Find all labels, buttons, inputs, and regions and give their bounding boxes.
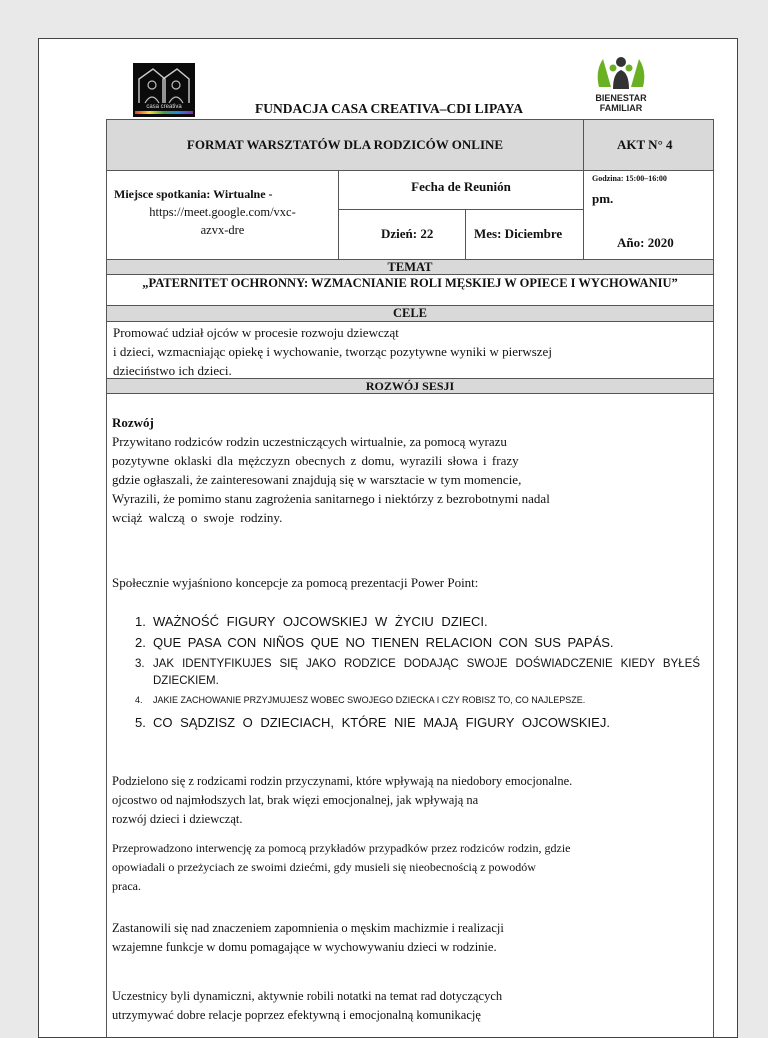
paragraph-intervention [112,839,570,896]
paragraph-line: wzajemne funkcje w domu pomagające w wychowywaniu dzieci w rodzinie. [112,940,497,954]
goals-line-3: dzieciństwo ich dzieci. [113,363,232,378]
topic-header: TEMAT [387,260,433,274]
month-cell [465,209,584,260]
day-cell [338,209,466,260]
bienestar-label: BIENESTAR [595,93,647,103]
paragraph-line: Przeprowadzono interwencję za pomocą przykładów przypadków przez rodziców rodzin, gdzie [112,841,571,855]
paragraph-line: Zastanowili się nad znaczeniem zapomnienia o męskim machizmie i realizacji [112,921,504,935]
paragraph-line: Wyrazili, że pomimo stanu zagrożenia sanitarnego i niektórzy z bezrobotnymi nadal [112,491,550,506]
list-number: 1. [135,614,146,629]
hour-label: Godzina: 15:00–16:00 [592,174,667,183]
paragraph-line: utrzymywać dobre relacje poprzez efektywną i emocjonalną komunikację [112,1008,481,1022]
day-value: Dzień: 22 [381,226,434,241]
meeting-date-label: Fecha de Reunión [411,179,511,194]
act-number-cell [583,119,714,171]
topic-cell [106,274,714,306]
casa-creativa-logo-text: casa creativa [146,104,182,110]
paragraph-line: Przywitano rodziców rodzin uczestniczących wirtualnie, za pomocą wyrazu [112,434,507,449]
list-item [135,614,700,629]
document-page [38,38,738,1038]
paragraph-participants [112,987,502,1025]
goals-cell [106,321,714,379]
paragraph-line: opowiadali o przeżyciach ze swoimi dziećmi, gdy musieli się nieobecnością z powodów [112,860,536,874]
paragraph-reflection [112,919,504,957]
month-value: Mes: Diciembre [474,226,563,241]
place-url-2: azvx-dre [200,223,245,237]
paragraph-line: gdzie ogłaszali, że zainteresowani znajdują się w warsztacie w tym momencie, [112,472,522,487]
goals-header-cell [106,305,714,322]
list-number: 5. [135,715,146,730]
pm-label: pm. [592,191,614,206]
paragraph-line: praca. [112,879,141,893]
place-label: Miejsce spotkania: Wirtualne - [114,187,273,201]
list-number: 3. [135,658,145,670]
list-item [135,695,700,705]
foundation-title: FUNDACJA CASA CREATIVA–CDI LIPAYA [255,101,523,116]
paragraph-line: ojcostwo od najmłodszych lat, brak więzi emocjonalnej, jak wpływają na [112,793,479,807]
place-url-1: https://meet.google.com/vxc- [149,205,296,219]
paragraph-line: Uczestnicy byli dynamiczni, aktywnie robili notatki na temat rad dotyczących [112,989,503,1003]
paragraph-causes [112,772,572,829]
year-value: Año: 2020 [617,235,674,250]
goals-text [113,323,552,380]
list-text: JAK IDENTYFIKUJES SIĘ JAKO RODZICE DODAJĄC SWOJE DOŚWIADCZENIE KIEDY BYŁEŚ DZIECKIEM. [153,658,700,687]
goals-line-1: Promować udział ojców w procesie rozwoju dziewcząt [113,325,399,340]
paragraph-presentation: Społecznie wyjaśniono koncepcje za pomocą prezentacji Power Point: [112,575,479,590]
list-text: QUE PASA CON NIÑOS QUE NO TIENEN RELACION CON SUS PAPÁS. [153,635,614,650]
list-text: CO SĄDZISZ O DZIECIACH, KTÓRE NIE MAJĄ FIGURY OJCOWSKIEJ. [153,715,610,730]
time-year-cell [583,170,714,260]
list-number: 4. [135,695,143,705]
session-header: ROZWÓJ SESJI [365,379,455,393]
paragraph-line: rozwój dzieci i dziewcząt. [112,812,243,826]
goals-line-2: i dzieci, wzmacniając opiekę i wychowanie, tworząc pozytywne wyniki w pierwszej [113,344,552,359]
place-cell [106,170,339,260]
paragraph-line: Podzielono się z rodzicami rodzin przyczynami, które wpływają na niedobory emocjonalne. [112,774,573,788]
list-item [135,635,700,650]
family-hands-icon [589,53,653,93]
list-text: JAKIE ZACHOWANIE PRZYJMUJESZ WOBEC SWOJEGO DZIECKA I CZY ROBISZ TO, CO NAJLEPSZE. [153,695,586,705]
topic-header-cell [106,259,714,275]
session-header-cell [106,378,714,394]
list-item [135,715,700,730]
form-title-cell [106,119,584,171]
list-text: WAŻNOŚĆ FIGURY OJCOWSKIEJ W ŻYCIU DZIECI. [153,614,488,629]
development-title: Rozwój [112,415,154,430]
paragraph-line: wciąż walczą o swoje rodziny. [112,510,283,525]
topic-text: „PATERNITET OCHRONNY: WZMACNIANIE ROLI MĘSKIEJ W OPIECE I WYCHOWANIU” [142,276,678,290]
goals-header: CELE [392,306,428,320]
act-number: AKT N° 4 [617,137,673,152]
list-number: 2. [135,635,146,650]
paragraph-welcome [112,432,602,527]
list-item [135,656,700,690]
meeting-date-cell [338,170,584,210]
form-title: FORMAT WARSZTATÓW DLA RODZICÓW ONLINE [186,137,504,152]
familiar-label: FAMILIAR [599,103,643,113]
paragraph-line: pozytywne oklaski dla mężczyzn obecnych z domu, wyrazili słowa i frazy [112,453,519,468]
